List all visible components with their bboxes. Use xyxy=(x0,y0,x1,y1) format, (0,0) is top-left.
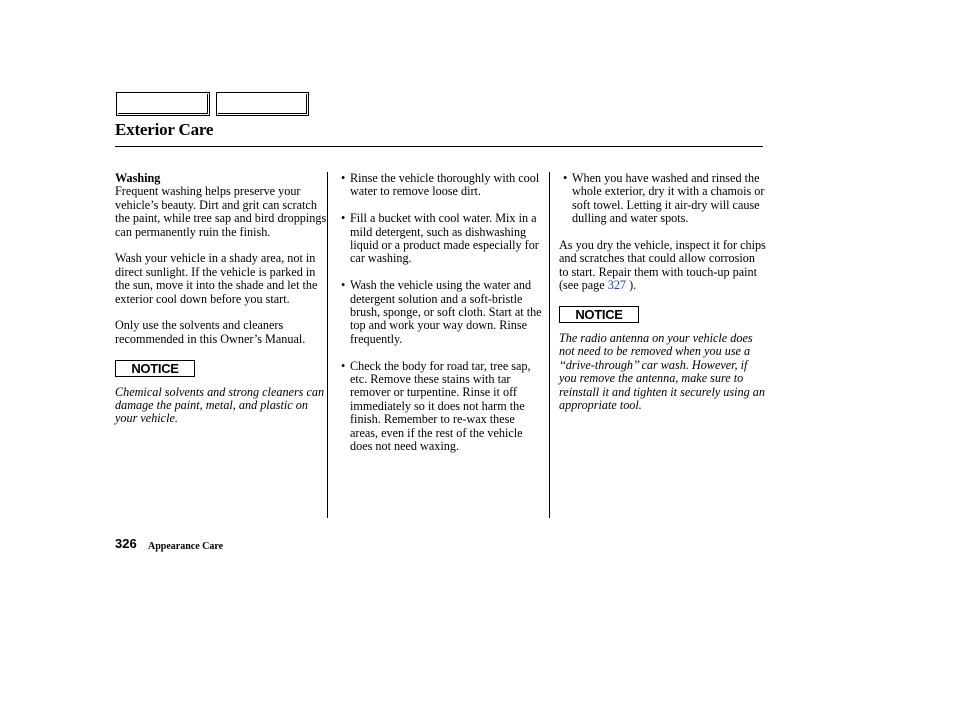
paragraph-shady-area: Wash your vehicle in a shady area, not in direct sunlight. If the vehicle is parked in the sun, move it into the shade and let the exterior cool down before you start. xyxy=(115,251,318,306)
column-3 xyxy=(559,171,766,413)
drying-list xyxy=(563,172,766,226)
column-2 xyxy=(341,172,542,467)
washing-steps-list xyxy=(341,172,542,453)
page-link[interactable]: 327 xyxy=(607,278,627,293)
paragraph-frequent-washing: Frequent washing helps preserve your vehicle’s beauty. Dirt and grit can scratch the paint, while tree sap and bird droppings can permanently ruin the finish. xyxy=(115,184,327,239)
washing-heading: Washing xyxy=(115,171,161,185)
list-item: • Wash the vehicle using the water and detergent solution and a soft-bristle brush, sponge, or soft cloth. Start at the top and work your way down. Rinse frequently. xyxy=(341,279,542,346)
notice-label: NOTICE xyxy=(115,360,195,377)
list-item: • Rinse the vehicle thoroughly with cool water to remove loose dirt. xyxy=(341,172,542,199)
paragraph-solvents: Only use the solvents and cleaners recommended in this Owner’s Manual. xyxy=(115,318,306,346)
column-1 xyxy=(115,172,327,426)
nav-button-next[interactable] xyxy=(216,92,309,116)
notice-label: NOTICE xyxy=(559,306,639,323)
paragraph-inspect-text: As you dry the vehicle, inspect it for chips and scratches that could allow corrosion to start. Repair them with touch-up paint (see page xyxy=(559,238,766,293)
notice-text-antenna: The radio antenna on your vehicle does not need to be removed when you use a ‘‘drive-through’’ car wash. However, if you remove the antenna, make sure to reinstall it and tighten it securely using an appropriate tool. xyxy=(559,331,765,413)
page-title: Exterior Care xyxy=(115,120,214,139)
paragraph-inspect xyxy=(559,239,766,293)
page-number: 326 xyxy=(115,536,137,551)
section-name: Appearance Care xyxy=(148,541,224,552)
nav-button-previous[interactable] xyxy=(116,92,210,116)
list-item: • When you have washed and rinsed the whole exterior, dry it with a chamois or soft towel. Letting it air-dry will cause dulling and water spots. xyxy=(563,172,766,226)
paragraph-inspect-end: ). xyxy=(626,278,637,293)
title-rule xyxy=(115,146,763,147)
column-divider xyxy=(327,172,328,518)
notice-text-chemicals: Chemical solvents and strong cleaners can damage the paint, metal, and plastic on your vehicle. xyxy=(115,384,325,426)
list-item: • Check the body for road tar, tree sap, etc. Remove these stains with tar remover or turpentine. Rinse it off immediately so it does not harm the finish. Remember to re-wax these areas, even if the rest of the vehicle does not need waxing. xyxy=(341,360,542,454)
list-item: • Fill a bucket with cool water. Mix in a mild detergent, such as dishwashing liquid or a product made especially for car washing. xyxy=(341,212,542,266)
column-divider xyxy=(549,172,550,518)
